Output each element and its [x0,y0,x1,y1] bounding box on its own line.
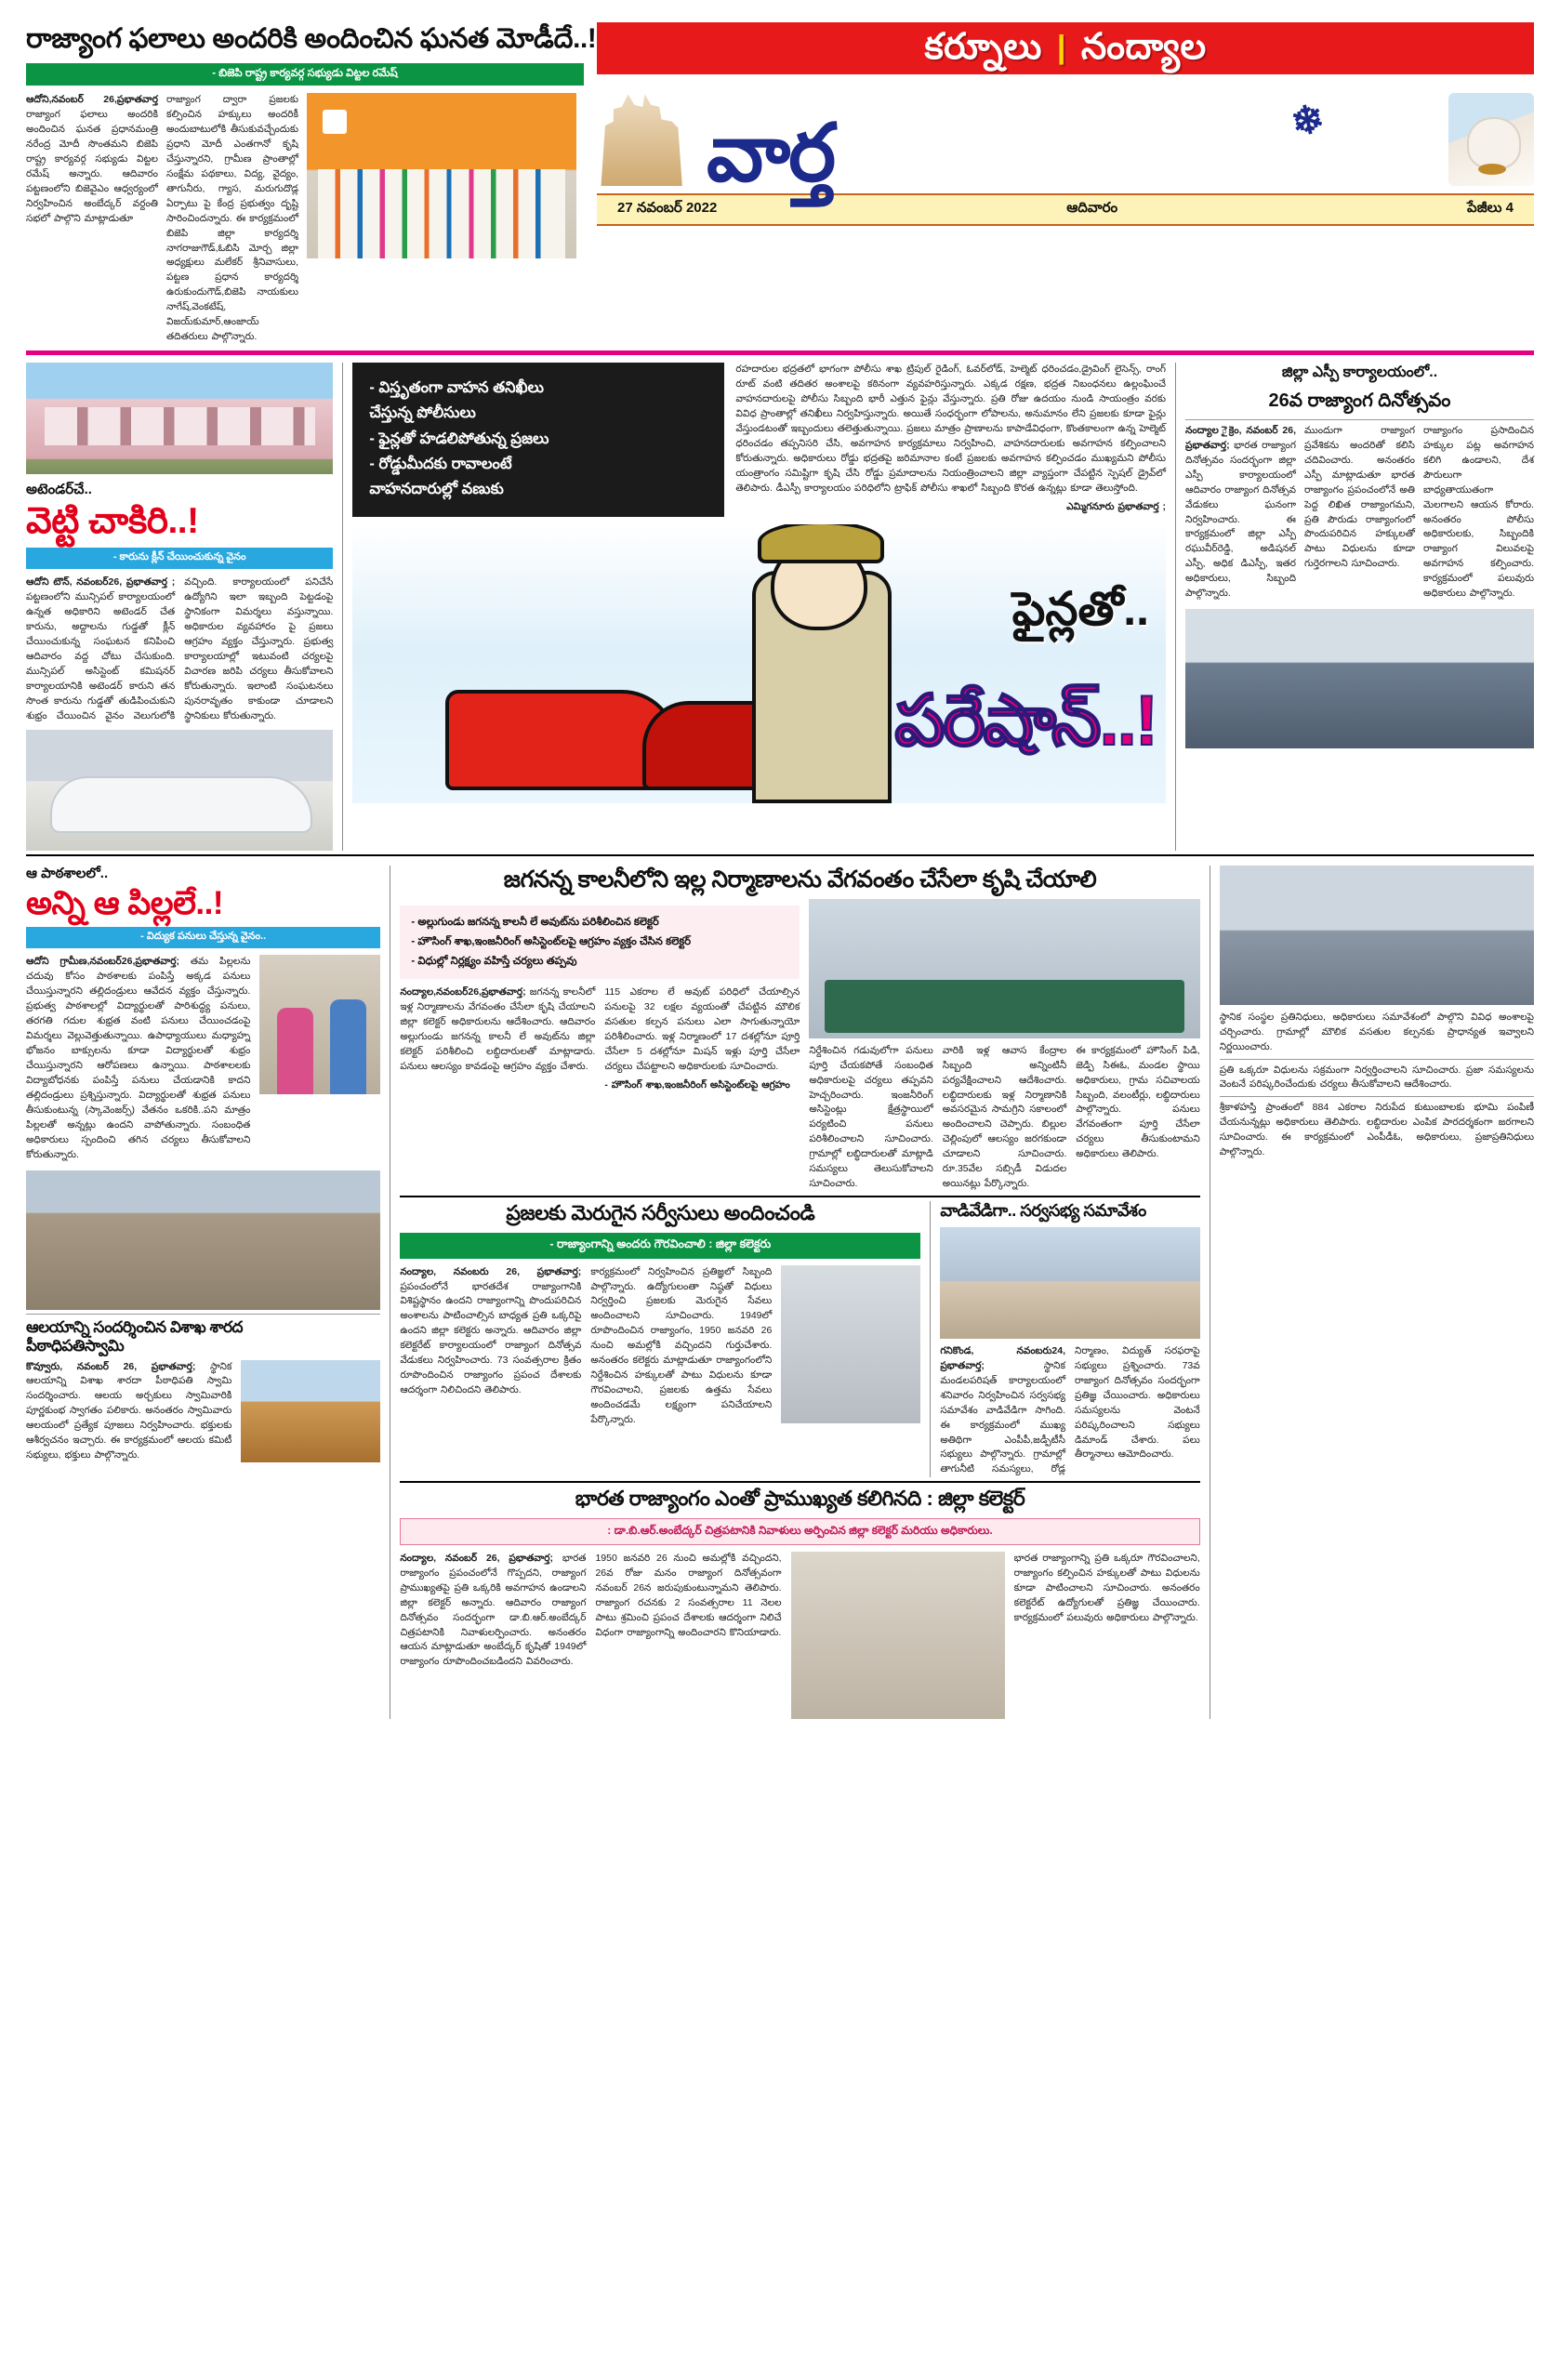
jagananna-cols-a [400,985,800,1093]
fines-bullet-4: వాహనదారుల్లో వణుకు [369,481,504,498]
ambedkar-tribute-photo [791,1552,1005,1719]
masthead-logo-row [597,76,1534,199]
page-count: పేజీలు 4 [1467,200,1514,217]
top-col1-text: రాజ్యాంగ ఫలాలు అందరికి అందించిన ఘనత ప్రధానమంత్రి నరేంద్ర మోదీ సొంతమని బిజెపి రాష్ట్ర కార్యవర్గ సభ్యుడు విట్టల రమేష్ అన్నారు. ఆదివారం పట్టణంలోని బిజెవైఎం ఆధ్వర్యంలో నిర్వహించిన అంబేద్కర్ వర్దంతి సభలో పాల్గొని మాట్లాడుతూ [26,108,158,224]
divider-black-1 [26,854,1534,856]
schools-story [26,866,380,1464]
services-dateline: నంద్యాల, నవంబరు 26, ప్రభాతవార్త; [400,1265,582,1277]
jagananna-col-1 [400,985,595,1093]
fines-column-text [735,363,1166,517]
jagananna-subhead-2: - హౌసింగ్ శాఖ,ఇంజనీరింగ్ అసిస్టెంట్‌లపై ఆగ్రహం [604,1079,790,1091]
attender-headline: వెట్టి చాకిరి..! [26,501,199,542]
constitution-col-3: భారత రాజ్యాంగాన్ని ప్రతి ఒక్కరూ గౌరవించాలని, రాజ్యాంగం కల్పించిన హక్కులతో పాటు విధులను కూడా పాటించాలని సూచించారు. అనంతరం కలెక్టరేట్ ఉద్యోగులతో ప్రతిజ్ఞ చేయించారు. కార్యక్రమంలో పలువురు అధికారులు పాల్గొన్నారు. [1013,1552,1200,1623]
divider-grey-3 [1220,1059,1534,1060]
right-col-1: స్థానిక సంస్థల ప్రతినిధులు, అధికారులు సమావేశంలో పాల్గొని వివిధ అంశాలపై చర్చించారు. గ్రామాల్లో మౌలిక వసతుల కల్పనకు ప్రాధాన్యత ఇవ్వాలని నిర్ణయించారు. [1219,1011,1535,1052]
mid-band [26,363,1534,850]
sp-head-2: 26వ రాజ్యాంగ దినోత్సవం [1268,390,1451,411]
sp-col3-text: రాజ్యాంగం ప్రసాదించిన హక్కుల పట్ల అవగాహన కలిగి ఉండాలని, దేశ పౌరులుగా బాధ్యతాయుతంగా మెలగాలని ఆయన కోరారు. అనంతరం పోలీసు అధికారులకు, సిబ్బందికి రాజ్యాంగ విలువలపై అవగాహన కల్పించారు. కార్యక్రమంలో పలువురు అధికారులు పాల్గొన్నారు. [1423,424,1534,600]
jagananna-cols-b [809,1044,1199,1193]
sp-col-2 [1304,424,1415,602]
divider-vertical-2 [1175,363,1176,850]
top-subhead: - బిజెపి రాష్ట్ర కార్యవర్గ సభ్యుడు విట్టల రమేష్ [26,63,584,86]
top-photo-wrap [307,93,576,345]
jagananna-col-5: ఈ కార్యక్రమంలో హౌసింగ్ పిడి, జెడ్పి సిఈఓ, మండల స్థాయి అధికారులు, గ్రామ సచివాలయ సిబ్బంది, వలంటీర్లు, లబ్ధిదారులు పాల్గొన్నారు. పనులు వేగవంతంగా పూర్తి చేసేలా చర్యలు తీసుకుంటామని అధికారులు తెలిపారు. [1076,1044,1200,1160]
fines-bullet-0: - విస్తృతంగా వాహన తనిఖీలు [369,379,544,397]
constitution-dateline: నంద్యాల, నవంబర్ 26, ప్రభాతవార్త; [400,1552,553,1564]
temple-headline-1: ఆలయాన్ని సందర్శించిన విశాఖ శారద [26,1317,244,1336]
jagananna-col1-text: జగనన్న కాలనీలో ఇళ్ల నిర్మాణాలను వేగవంతం చేసేలా కృషి చేయాలని జిల్లా కలెక్టర్ అధికారులను ఆదేశించారు. ఆదివారం అల్లుగుండు జగనన్న కాలనీ లే అవుట్‌ను జిల్లా కలెక్టర్ పరిశీలించి లబ్ధిదారులతో మాట్లాడారు. పనులు ఆలస్యం కావడంపై ఆగ్రహం వ్యక్తం చేశారు. [400,986,596,1073]
jagananna-col-4: వారికి ఇళ్ల ఆవాస కేంద్రాల సిబ్బంది అన్నింటినీ పర్యవేక్షించాలని ఆదేశించారు. లబ్ధిదారులకు ఇళ్ల నిర్మాణానికి అవసరమైన సామగ్రిని సకాలంలో అందించాలని చెప్పారు. బిల్లుల చెల్లింపులో ఆలస్యం జరగకుండా చూడాలని సూచించారు. రూ.35వేల సబ్సిడీ విడుదల అయినట్లు పేర్కొన్నారు. [942,1044,1067,1190]
assembly-headline: వాడివేడిగా.. సర్వసభ్య సమావేశం [940,1201,1146,1221]
collector-meeting-photo [809,899,1199,1038]
top-band [26,22,1534,345]
edition-separator: | [1056,29,1066,65]
top-left-columns [26,93,584,345]
date-bar [597,193,1534,226]
issue-date: 27 నవంబర్ 2022 [617,200,718,217]
constitution-col-2: 1950 జనవరి 26 నుంచి అమల్లోకి వచ్చిందని, 26వ రోజు మనం రాజ్యాంగ దినోత్సవంగా నవంబర్ 26న జరుపుకుంటున్నామని తెలిపారు. రాజ్యాంగ రచనకు 2 సంవత్సరాల 11 నెలల పాటు శ్రమించి ప్రపంచ దేశాలకు ఆదర్శంగా నిలిచే విధంగా రాజ్యాంగాన్ని అందించారని కొనియాడారు. [595,1552,782,1638]
sp-office-story [1185,363,1534,748]
constitution-col-1 [400,1552,586,1719]
services-col1-text: ప్రపంచంలోనే భారతదేశ రాజ్యాంగానికి విశిష్టస్థానం ఉందని రాజ్యాంగాన్ని పొందుపరిచిన అంశాలను పాటించాల్సిన బాధ్యత ప్రతి ఒక్కరిపై ఉందని జిల్లా కలెక్టరు అన్నారు. ఆదివారం జిల్లా కలెక్టరేట్ కార్యాలయంలో రాజ్యాంగ దినోత్సవ వేడుకలు నిర్వహించారు. 73 సంవత్సరాల క్రితం రూపొందించిన రాజ్యాంగం ప్రపంచ దేశాలకు ఆదర్శంగా నిలిచిందని తెలిపారు. [400,1280,582,1396]
jagananna-col2-text: 115 ఎకరాల లే అవుట్ పరిధిలో చేయాల్సిన పనులపై 32 లక్షల వ్యయంతో చేపట్టిన మౌలిక వసతుల కల్పన పనులు ఎలా సాగుతున్నాయో పరిశీలించారు. ఇళ్ల నిర్మాణంలో 17 దశల్లోనూ పూర్తి చేసేలా 5 దశల్లోనూ మిషన్ ఇళ్లు పూర్తి చేసేలా చర్యలు చేపట్టాలని అధికారులకు సూచించారు. [604,986,800,1073]
jagananna-bullets [400,906,800,980]
sp-office-photo [1185,609,1534,748]
top-dateline: ఆదోని,నవంబర్ 26,ప్రభాతవార్త [26,93,158,105]
fines-bullet-box [352,363,724,517]
temple-col [26,1360,231,1464]
edition-nandyal: నంద్యాల [1080,27,1207,67]
dove-icon: ❄ [1287,96,1327,146]
fines-text: రహదారుల భద్రతలో భాగంగా పోలీసు శాఖ ట్రిపుల్ రైడింగ్, ఓవర్‌లోడ్, హెల్మెట్ ధరించడం,డ్రైవింగ్ లైసెన్స్, రాంగ్ రూట్ వంటి తదితర అంశాలపై కఠినంగా వ్యవహరిస్తున్నారు. ఎక్కడ రక్షణ, భద్రత నిబంధనలు ఉల్లంఘించే వాహనదారులపై పోలీసు సిబ్బంది భారీ ఎత్తున ఫైన్లు వేస్తున్నారు. ప్రతి రోజు ఉదయం నుండి సాయంత్రం వరకు వివిధ ప్రాంతాల్లో తనిఖీలు నిర్వహిస్తున్నారు. అయితే సంధర్భంగా లోపాలను, అనుమానం లేని ప్రజలకు కూడా ఫైన్లు వేస్తుండటంతో ఇబ్బందులు తలెత్తుతున్నాయి. ప్రజలు మాత్రం ప్రాణాలను కాపాడేవిధంగా, కొంతకాలంగా ఉన్న హెల్మెట్ ధరించడం తప్పనిసరి చేసి, అవగాహన కార్యక్రమాలు నిర్వహించి, వాహనదారులకు అవగాహన కల్పించాలని కోరుతున్నారు. అధికారులు రోడ్డు భద్రతపై జరిమానాల కంటే ప్రజలకు అవగాహన కల్పించడం ముఖ్యమని పోలీసు యంత్రాంగం సమిష్టిగా కృషి చేసి రోడ్డు ప్రమాదాలను నియంత్రించాలని జిల్లా వ్యాప్తంగా చేపట్టిన స్పెషల్ డ్రైవ్‌లో తెలిపారు. డీఎస్పీ కార్యాలయం పరిధిలోని ట్రాఫిక్ పోలీసు శాఖలో సిబ్బంది కొరత ఉన్నట్లు కూడా తెలుస్తోంది. [735,364,1167,494]
temple-photo-wrap [241,1360,380,1464]
services-greenbar: - రాజ్యాంగాన్ని అందరు గౌరవించాలి : జిల్లా కలెక్టరు [400,1233,920,1259]
edition-strip [597,22,1534,74]
bjp-group-photo [307,93,576,258]
bottom-band [26,866,1534,1719]
attender-body: పట్టణంలోని మున్సిపల్ కార్యాలయంలో ఉన్నత అధికారిని అటెండర్ చేత కారును, అద్దాలను గుడ్డతో క్లీన్ చేయించుకున్న సంఘటన కనిపించి ఆదివారం వద్ద చోటు చేసుకుంది. మున్సిపల్ అసిస్టెంట్ కమిషనర్ కార్యాలయానికి అటెండర్ కారుని తన సొంత కారును గుడ్డతో తుడిపించుకుని శుభ్రం చేయించిన వైనం వెలుగులోకి వచ్చింది. కార్యాలయంలో పనిచేసే ఉద్యోగిని ఇలా ఇబ్బంది పెట్టడంపై స్థానికంగా విమర్శలు వస్తున్నాయి. అధికారుల వ్యవహారం పై ప్రజలు ఆగ్రహం వ్యక్తం చేస్తున్నారు. ప్రభుత్వ కార్యాలయాల్లో ఇటువంటి చర్యలపై విచారణ జరిపి చర్యలు తీసుకోవాలని కోరుతున్నారు. ఇలాంటి సంఘటనలు పునరావృతం కాకుండా చూడాలని స్థానికులు కోరుతున్నారు. [26,576,334,721]
fines-bullet-2: - ఫైన్లతో హడలిపోతున్న ప్రజలు [369,430,549,447]
jagananna-col-3: నిర్దేశించిన గడువులోగా పనులు పూర్తి చేయకపోతే సంబంధిత అధికారులపై చర్యలు తప్పవని హెచ్చరించారు. ఇంజనీరింగ్ అసిస్టెంట్లు క్షేత్రస్థాయిలో పర్యటించి పనులు పరిశీలించాలని సూచించారు. గ్రామాల్లో లబ్ధిదారులతో మాట్లాడి సమస్యలు తెలుసుకోవాలని సూచించారు. [809,1044,933,1190]
schools-photo-wrap [259,955,380,1162]
school-children-photo [259,955,380,1094]
constitution-story [400,1487,1199,1718]
attender-kicker: అటెండర్‌చే.. [26,482,92,498]
sp-head-1: జిల్లా ఎస్పీ కార్యాలయంలో.. [1281,364,1438,381]
services-col-2: కార్యక్రమంలో నిర్వహించిన ప్రతిజ్ఞలో సిబ్బంది పాల్గొన్నారు. ఉద్యోగులంతా నిష్ఠతో విధులు నిర్వర్తించి ప్రజలకు మెరుగైన సేవలు అందించాలని సూచించారు. 1949లో రూపొందించిన రాజ్యాంగం, 1950 జనవరి 26 నుంచి అమల్లోకి వచ్చిందని గుర్తుచేశారు. అనంతరం కలెక్టరు మాట్లాడుతూ రాజ్యాంగంలోని నిర్దేశించిన హక్కులతో పాటు విధులను కూడా గౌరవించాలని, ప్రజలకు ఉత్తమ సేవలు అందించడమే లక్ష్యంగా పనిచేయాలని పేర్కొన్నారు. [590,1265,773,1426]
services-and-assembly [400,1201,1199,1477]
schools-dateline: ఆదోని గ్రామీణ,నవంబర్26,ప్రభాతవార్త; [26,956,179,968]
assembly-body: స్థానిక మండలపరిషత్ కార్యాలయంలో శనివారం నిర్వహించిన సర్వసభ్య సమావేశం వాడివేడిగా సాగింది. ఈ కార్యక్రమంలో ముఖ్య అతిథిగా ఎంపీపీ,జడ్పీటీసీ సభ్యులు పాల్గొన్నారు. గ్రామాల్లో తాగునీటి సమస్యలు, రోడ్ల నిర్మాణం, విద్యుత్ సరఫరాపై సభ్యులు ప్రశ్నించారు. 73వ రాజ్యాంగ దినోత్సవం సందర్భంగా ప్రతిజ్ఞ చేయించారు. అధికారులు సమస్యలను వెంటనే పరిష్కరించాలని సభ్యులు డిమాండ్ చేశారు. పలు తీర్మానాలు ఆమోదించారు. [940,1344,1200,1475]
jagananna-headline: జగనన్న కాలనీలోని ఇల్ల నిర్మాణాలను వేగవంతం చేసేలా కృషి చేయాలి [503,866,1097,892]
fines-story [352,363,1166,803]
top-headline: రాజ్యాంగ ఫలాలు అందరికి అందించిన ఘనత మోడీదే..! [26,23,597,54]
temple-headline-2: పీఠాధిపతిస్వామి [26,1337,125,1355]
assembly-story [940,1201,1199,1477]
masthead-block [597,22,1534,226]
divider-black-3 [400,1481,1199,1483]
constitution-photo-wrap [791,1552,1005,1719]
fines-bullet-1: చేస్తున్న పోలీసులు [369,404,476,422]
car-cleaning-photo [26,730,333,851]
edition-kurnool: కర్నూలు [924,27,1042,67]
top-col2-text: రాజ్యాంగ ద్వారా ప్రజలకు కల్పించిన హక్కులు అందరికీ అందుబాటులోకి తీసుకువచ్చేందుకు ప్రధాని మోదీ ఎంతగానో కృషి చేస్తున్నారని, గ్రామీణ ప్రాంతాల్లో సంక్షేమ పథకాలు, విద్య, వైద్యం, తాగునీరు, గ్యాస, మరుగుదొడ్ల ఏర్పాటు పై కేంద్ర ప్రభుత్వం దృష్టి సారించిందన్నారు. ఈ కార్యక్రమంలో బిజెపి జిల్లా కార్యదర్శి నాగరాజుగౌడ్,ఓబిసి మోర్చ జిల్లా అధ్యక్షులు మలేకర్ శ్రీనివాసులు, పట్టణ ప్రధాన కార్యదర్శి ఉరుకుందుగౌడ్,బిజెపి నాయకులు నాగేష్,వెంకటేష్, విజయ్‌కుమార్,ఆంజాయ్ తదితరులు పాల్గొన్నారు. [166,93,298,343]
paper-title-text: వార్త [707,109,835,199]
right-col-3: శ్రీకాళహస్తి ప్రాంతంలో 884 ఎకరాల నిరుపేద కుటుంబాలకు భూమి పంపిణీ చేయనున్నట్లు అధికారులు తెలిపారు. లబ్ధిదారుల ఎంపిక పారదర్శకంగా జరగాలని సూచించారు. ఈ కార్యక్రమంలో ఎంపీడీఓ, అధికారులు, ప్రజాప్రతినిధులు పాల్గొన్నారు. [1219,1102,1535,1158]
temple-dateline: కొవ్వూరు, నవంబర్ 26, ప్రభాతవార్త; [26,1360,196,1372]
attender-subhead: - కారును క్లీన్ చేయించుకున్న వైనం [26,548,333,569]
attender-story [26,363,333,850]
divider-vertical-1 [342,363,343,850]
constitution-col1-text: భారత రాజ్యాంగం ప్రపంచంలోనే గొప్పదని, రాజ్యాంగ ప్రాముఖ్యతపై ప్రతి ఒక్కరికి అవగాహన ఉండాలని జిల్లా కలెక్టర్ అన్నారు. ఆదివారం రాజ్యాంగ దినోత్సవం సందర్భంగా డా.బి.ఆర్.అంబేద్కర్ చిత్రపటానికి నివాళులర్పించారు. అనంతరం ఆయన మాట్లాడుతూ అంబేద్కర్ కృషితో 1949లో రాజ్యాంగం రూపొందించబడిందని వివరించారు. [400,1552,587,1668]
cartoon-word-1: ఫైన్లతో.. [1011,583,1150,636]
schools-body: తమ పిల్లలను చదువు కోసం పాఠశాలకు పంపిస్తే అక్కడ పనులు చేయిస్తున్నారని తల్లిదండ్రులు ఆవేదన వ్యక్తం చేస్తున్నారు. ప్రభుత్వ పాఠశాలల్లో విద్యార్థులతో పారిశుద్ధ్య పనులు, తరగతి గదుల శుభ్రత వంటి పనులు చేయించడంపై విమర్శలు వెల్లువెత్తుతున్నాయి. ఉపాధ్యాయులు మధ్యాహ్న భోజనం బాక్సులను కూడా విద్యార్థులతో శుభ్రం చేయిస్తున్నారని ఆరోపణలు ఉన్నాయి. పాఠశాలలకు విద్యాబోధనకు పంపిస్తే పనులు చేయడానికి కాదని తల్లిదండ్రులు ప్రశ్నిస్తున్నారు. విద్యార్థులతో శుభ్రత పనులు తీసుకుంటున్న (స్కావెంజర్స్) వేతనం ఒకరికి..పని మాత్రం పిల్లలతో అన్నట్లు ఉందని వాపోతున్నారు. సంబంధిత అధికారులు స్పందించి తగిన చర్యలు తీసుకోవాలని కోరుతున్నారు. [26,956,251,1160]
school-ground-photo [26,1170,380,1310]
divider-black-2 [400,1196,1199,1197]
fort-icon [597,82,701,186]
divider-grey-1 [1185,419,1534,420]
schools-headline: అన్ని ఆ పిల్లలే..! [26,884,224,921]
issue-day: ఆదివారం [1066,200,1118,217]
cow-icon [1448,93,1534,186]
sp-columns [1185,424,1534,602]
jagananna-bullet-0: - అల్లుగుండు జగనన్న కాలనీ లే అవుట్‌ను పరిశీలించిన కలెక్టర్ [411,916,659,928]
constitution-headline: భారత రాజ్యాంగం ఎంతో ప్రాముఖ్యత కలిగినది : జిల్లా కలెక్టర్ [575,1487,1025,1511]
bottom-center [400,866,1199,1719]
top-col-2 [166,93,298,345]
services-headline: ప్రజలకు మెరుగైన సర్వీసులు అందించండి [506,1201,815,1225]
municipal-office-photo [26,363,333,474]
temple-visit-photo [241,1360,380,1462]
schools-kicker: ఆ పాఠశాలలో.. [26,865,109,881]
assembly-photo [940,1227,1199,1339]
divider-pink-1 [26,350,1534,355]
divider-grey-4 [1220,1096,1534,1097]
sp-col-3 [1423,424,1534,602]
sp-col2-text: ముందుగా రాజ్యాంగ ప్రవేశికను అందరితో కలిసి చదివించారు. అనంతరం ఎస్పీ మాట్లాడుతూ భారత రాజ్యాంగం ప్రపంచంలోనే అతి పెద్ద లిఖిత రాజ్యాంగమని, ప్రతి పౌరుడు రాజ్యాంగంలో పొందుపరిచిన హక్కులతో పాటు విధులను కూడా గుర్తెరగాలని సూచించారు. [1304,424,1415,570]
sp-dateline: నంద్యాల ైక్రెం, నవంబర్ 26, ప్రభాతవార్త; [1185,424,1296,451]
sp-col-1 [1185,424,1296,602]
services-story [400,1201,920,1477]
police-cap-icon [758,524,884,563]
fines-bullet-3: - రోడ్డుమీదకు రావాలంటే [369,455,512,472]
jagananna-col-2 [604,985,800,1093]
audience-photo [1220,866,1534,1005]
attender-dateline: ఆదోని టౌన్, నవంబర్26, ప్రభాతవార్త ; [26,576,176,588]
assembly-body-wrap [940,1344,1199,1478]
temple-body: స్థానిక ఆలయాన్ని విశాఖ శారదా పీఠాధిపతి స్వామి సందర్శించారు. ఆలయ అర్చకులు స్వామివారికి పూర్ణకుంభ స్వాగతం పలికారు. అనంతరం స్వామివారు ఆలయంలో ప్రత్యేక పూజలు నిర్వహించారు. భక్తులకు ఆశీర్వచనం ఇచ్చారు. ఈ కార్యక్రమంలో ఆలయ కమిటీ సభ్యులు, భక్తులు పాల్గొన్నారు. [26,1360,232,1461]
schools-subhead: - విద్యుక పనులు చేస్తున్న వైనం.. [26,927,380,948]
divider-grey-2 [26,1314,380,1315]
collector-portrait-photo [781,1265,920,1423]
sp-col1-text: భారత రాజ్యాంగ దినోత్సవం సందర్భంగా జిల్లా ఎస్పీ కార్యాలయంలో ఆదివారం రాజ్యాంగ దినోత్సవ వేడుకలు ఘనంగా నిర్వహించారు. ఈ కార్యక్రమంలో జిల్లా ఎస్పీ రఘువీర్‌రెడ్డి, అడిషనల్ ఎస్పీ, అధిక డిఎస్పీ, ఇతర అధికారులు, సిబ్బంది పాల్గొన్నారు. [1185,439,1296,600]
services-col-1 [400,1265,581,1428]
assembly-dateline: గనికొండ, నవంబరు24, ప్రభాతవార్త; [940,1344,1066,1371]
top-col-1 [26,93,158,345]
fines-cartoon [352,524,1166,803]
fines-byline: ఎమ్మిగనూరు ప్రభాతవార్త ; [1066,500,1167,512]
top-left-story [26,22,597,345]
divider-vertical-4 [930,1201,931,1477]
cartoon-word-2: పరేషాన్..! [894,681,1157,761]
right-col-2: ప్రతి ఒక్కరూ విధులను సక్రమంగా నిర్వర్తించాలని సూచించారు. ప్రజా సమస్యలను వెంటనే పరిష్కరించేందుకు చర్యలు తీసుకోవాలని ఆదేశించారు. [1219,1064,1535,1091]
services-photo-wrap [781,1265,920,1428]
paper-title [701,96,1448,199]
schools-col-1 [26,955,250,1162]
constitution-pinkbar: : డా.బి.ఆర్.అంబేద్కర్ చిత్రపటానికి నివాళులు అర్పించిన జిల్లా కలెక్టర్ మరియు అధికారులు. [400,1518,1199,1545]
jagananna-bullet-2: - విధుల్లో నిర్లక్ష్యం వహిస్తే చర్యలు తప్పవు [411,956,577,968]
jagananna-bullet-1: - హౌసింగ్ శాఖ,ఇంజనీరింగ్ అసిస్టెంట్‌లపై ఆగ్రహం వ్యక్తం చేసిన కలెక్టర్ [411,935,692,947]
attender-body-wrap [26,575,333,724]
bottom-right [1220,866,1534,1161]
jagananna-dateline: నంద్యాల,నవంబర్26,ప్రభాతవార్త; [400,986,526,998]
